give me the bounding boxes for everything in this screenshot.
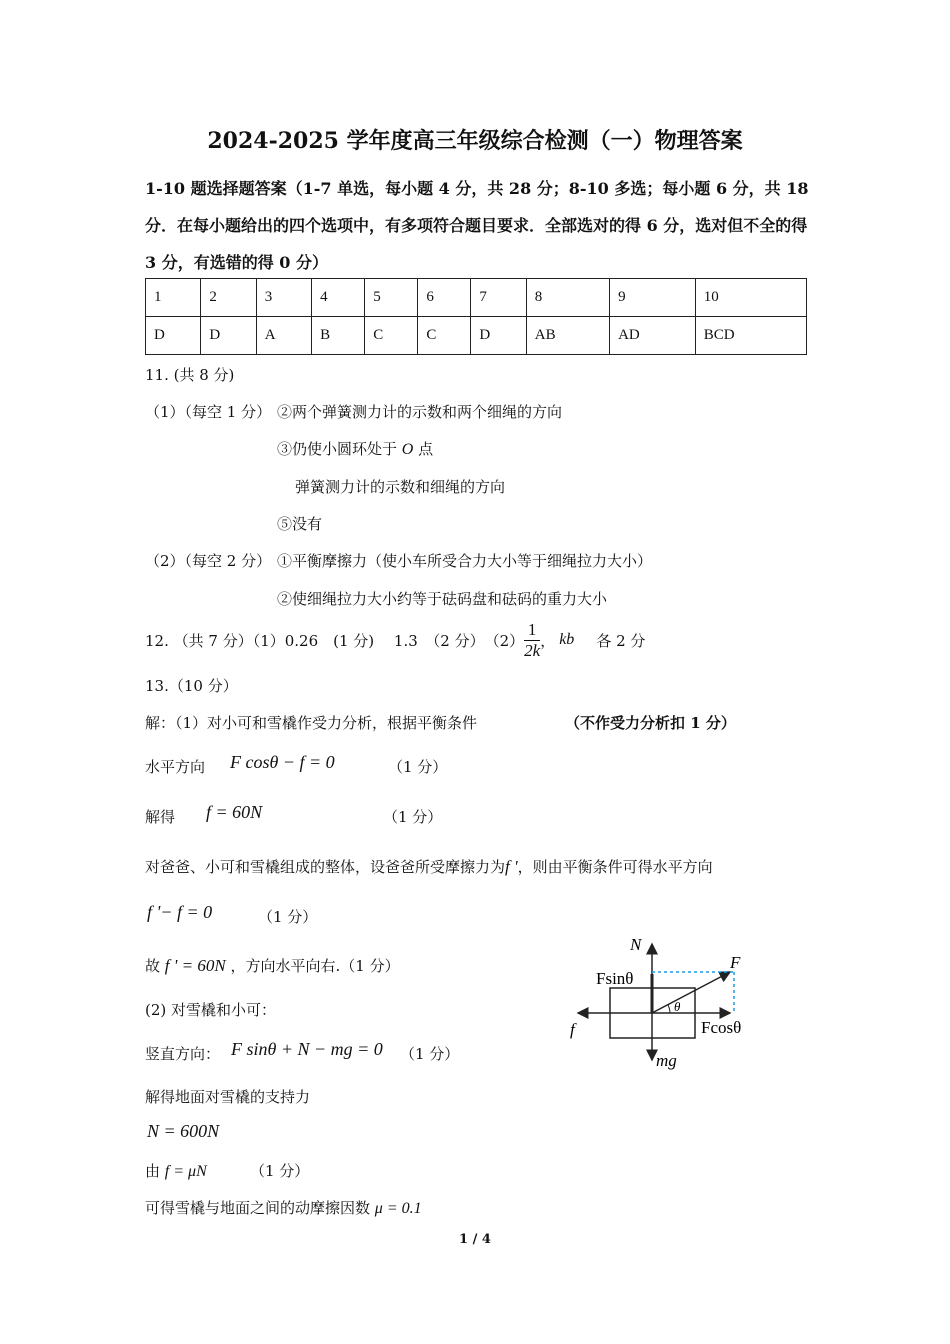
text: 故	[145, 957, 161, 975]
force-f-arrow	[652, 972, 730, 1013]
fraction-denominator: 2k	[524, 640, 541, 660]
q13-line12	[145, 1197, 422, 1218]
score: （1 分）	[388, 758, 448, 776]
eq-vertical: F sinθ + N − mg = 0	[231, 1039, 383, 1059]
q13-header: 13.（10 分）	[145, 677, 238, 695]
answer-choice: B	[312, 317, 365, 355]
point-o: O	[401, 441, 414, 458]
score: （1 分）	[258, 908, 318, 926]
question-number: 5	[365, 279, 418, 317]
label-friction: f	[570, 1020, 575, 1039]
q12-score: 各 2 分	[596, 631, 646, 650]
label-mg: mg	[656, 1051, 677, 1070]
eq-mu: μ = 0.1	[374, 1200, 422, 1217]
label-f: F	[730, 953, 741, 972]
score: （1 分）	[383, 808, 443, 826]
fraction-numerator: 1	[524, 620, 540, 641]
q11-header: 11. (共 8 分)	[145, 366, 235, 384]
answer-choice-row	[146, 317, 807, 355]
angle-arc	[668, 1005, 670, 1013]
q13-part2-header: (2) 对雪橇和小可：	[145, 1001, 277, 1019]
label-fcos: Fcosθ	[701, 1018, 742, 1037]
score: （1 分）	[400, 1045, 460, 1063]
q11-part2-line2: ②使细绳拉力大小约等于砝码盘和砝码的重力大小	[277, 590, 608, 608]
comma: ，	[540, 631, 556, 650]
question-number: 3	[256, 279, 311, 317]
score: （1 分）	[250, 1162, 310, 1180]
q13-l3-label: 解得	[145, 808, 176, 826]
text: ，则由平衡条件可得水平方向	[517, 858, 713, 876]
label-n: N	[630, 935, 642, 954]
kb: kb	[559, 631, 575, 648]
q11-part2-label: （2）（每空 2 分）	[145, 552, 272, 570]
label-fsin: Fsinθ	[596, 969, 634, 988]
question-number: 6	[418, 279, 471, 317]
q12-line	[145, 616, 645, 664]
q11-part1-line4: ⑤没有	[277, 515, 323, 533]
text: 对爸爸、小可和雪橇组成的整体，设爸爸所受摩擦力为	[145, 858, 506, 876]
answer-choice: AD	[610, 317, 696, 355]
answer-choice: BCD	[695, 317, 806, 355]
q13-line9: 解得地面对雪橇的支持力	[145, 1088, 311, 1106]
q13-line11	[145, 1160, 207, 1181]
eq-text: N = 600N	[147, 1121, 220, 1141]
text: 可得雪橇与地面之间的动摩擦因数	[145, 1199, 371, 1217]
q11-part1-line2	[277, 438, 433, 459]
answer-choice: A	[256, 317, 311, 355]
text: 点	[418, 440, 434, 458]
answer-table	[145, 278, 807, 355]
page-number: 1 / 4	[459, 1232, 491, 1247]
q13-line4	[145, 856, 713, 877]
q12-text: 12. （共 7 分）（1）0.26 (1 分) 1.3 （2 分） （2）	[145, 631, 525, 650]
f-prime: f '	[505, 857, 518, 876]
page-title: 2024-2025 学年度高三年级综合检测（一）物理答案	[207, 128, 743, 154]
eq-f-prime: f '− f = 0	[147, 902, 213, 922]
q13-line6	[145, 955, 400, 976]
q11-part1-label: （1）（每空 1 分）	[145, 403, 272, 421]
fraction-1-over-2k	[524, 620, 540, 661]
q11-part1-line1: ②两个弹簧测力计的示数和两个细绳的方向	[277, 403, 563, 421]
text: ，方向水平向右.（1 分）	[230, 957, 400, 975]
force-diagram	[560, 930, 770, 1075]
label-theta: θ	[674, 999, 681, 1014]
q11-part1-line3: 弹簧测力计的示数和细绳的方向	[295, 478, 506, 496]
question-number: 4	[312, 279, 365, 317]
answer-choice: D	[146, 317, 201, 355]
q11-part2-line1: ①平衡摩擦力（使小车所受合力大小等于细绳拉力大小）	[277, 552, 653, 570]
q13-line1: 解：（1）对小可和雪橇作受力分析，根据平衡条件	[145, 714, 478, 732]
eq-f-prime-result: f ' = 60N	[164, 956, 226, 975]
mc-instructions: 1-10 题选择题答案（1-7 单选，每小题 4 分，共 28 分；8-10 多选；每小题 6 分，共 18 分．在每小题给出的四个选项中，有多项符合题目要求．全部选对的得 6 分，选对但不全的得 3 分，有选错的得 0 分）	[145, 179, 809, 272]
answer-number-row	[146, 279, 807, 317]
question-number: 2	[201, 279, 256, 317]
q13-l2-label: 水平方向	[145, 758, 206, 776]
eq-horizontal: F cosθ − f = 0	[230, 752, 335, 772]
text: 由	[145, 1162, 161, 1180]
eq-f-result: f = 60N	[206, 802, 263, 822]
q13-l8-label: 竖直方向：	[145, 1045, 221, 1063]
eq-friction: f = μN	[164, 1163, 207, 1180]
answer-choice: D	[201, 317, 256, 355]
question-number: 1	[146, 279, 201, 317]
q13-note: （不作受力分析扣 1 分）	[565, 714, 736, 732]
question-number: 9	[610, 279, 696, 317]
answer-choice: C	[418, 317, 471, 355]
question-number: 8	[526, 279, 609, 317]
question-number: 10	[695, 279, 806, 317]
question-number: 7	[471, 279, 526, 317]
answer-choice: D	[471, 317, 526, 355]
answer-choice: AB	[526, 317, 609, 355]
text: ③仍使小圆环处于	[277, 440, 398, 458]
answer-choice: C	[365, 317, 418, 355]
eq-normal-force	[147, 1121, 219, 1142]
